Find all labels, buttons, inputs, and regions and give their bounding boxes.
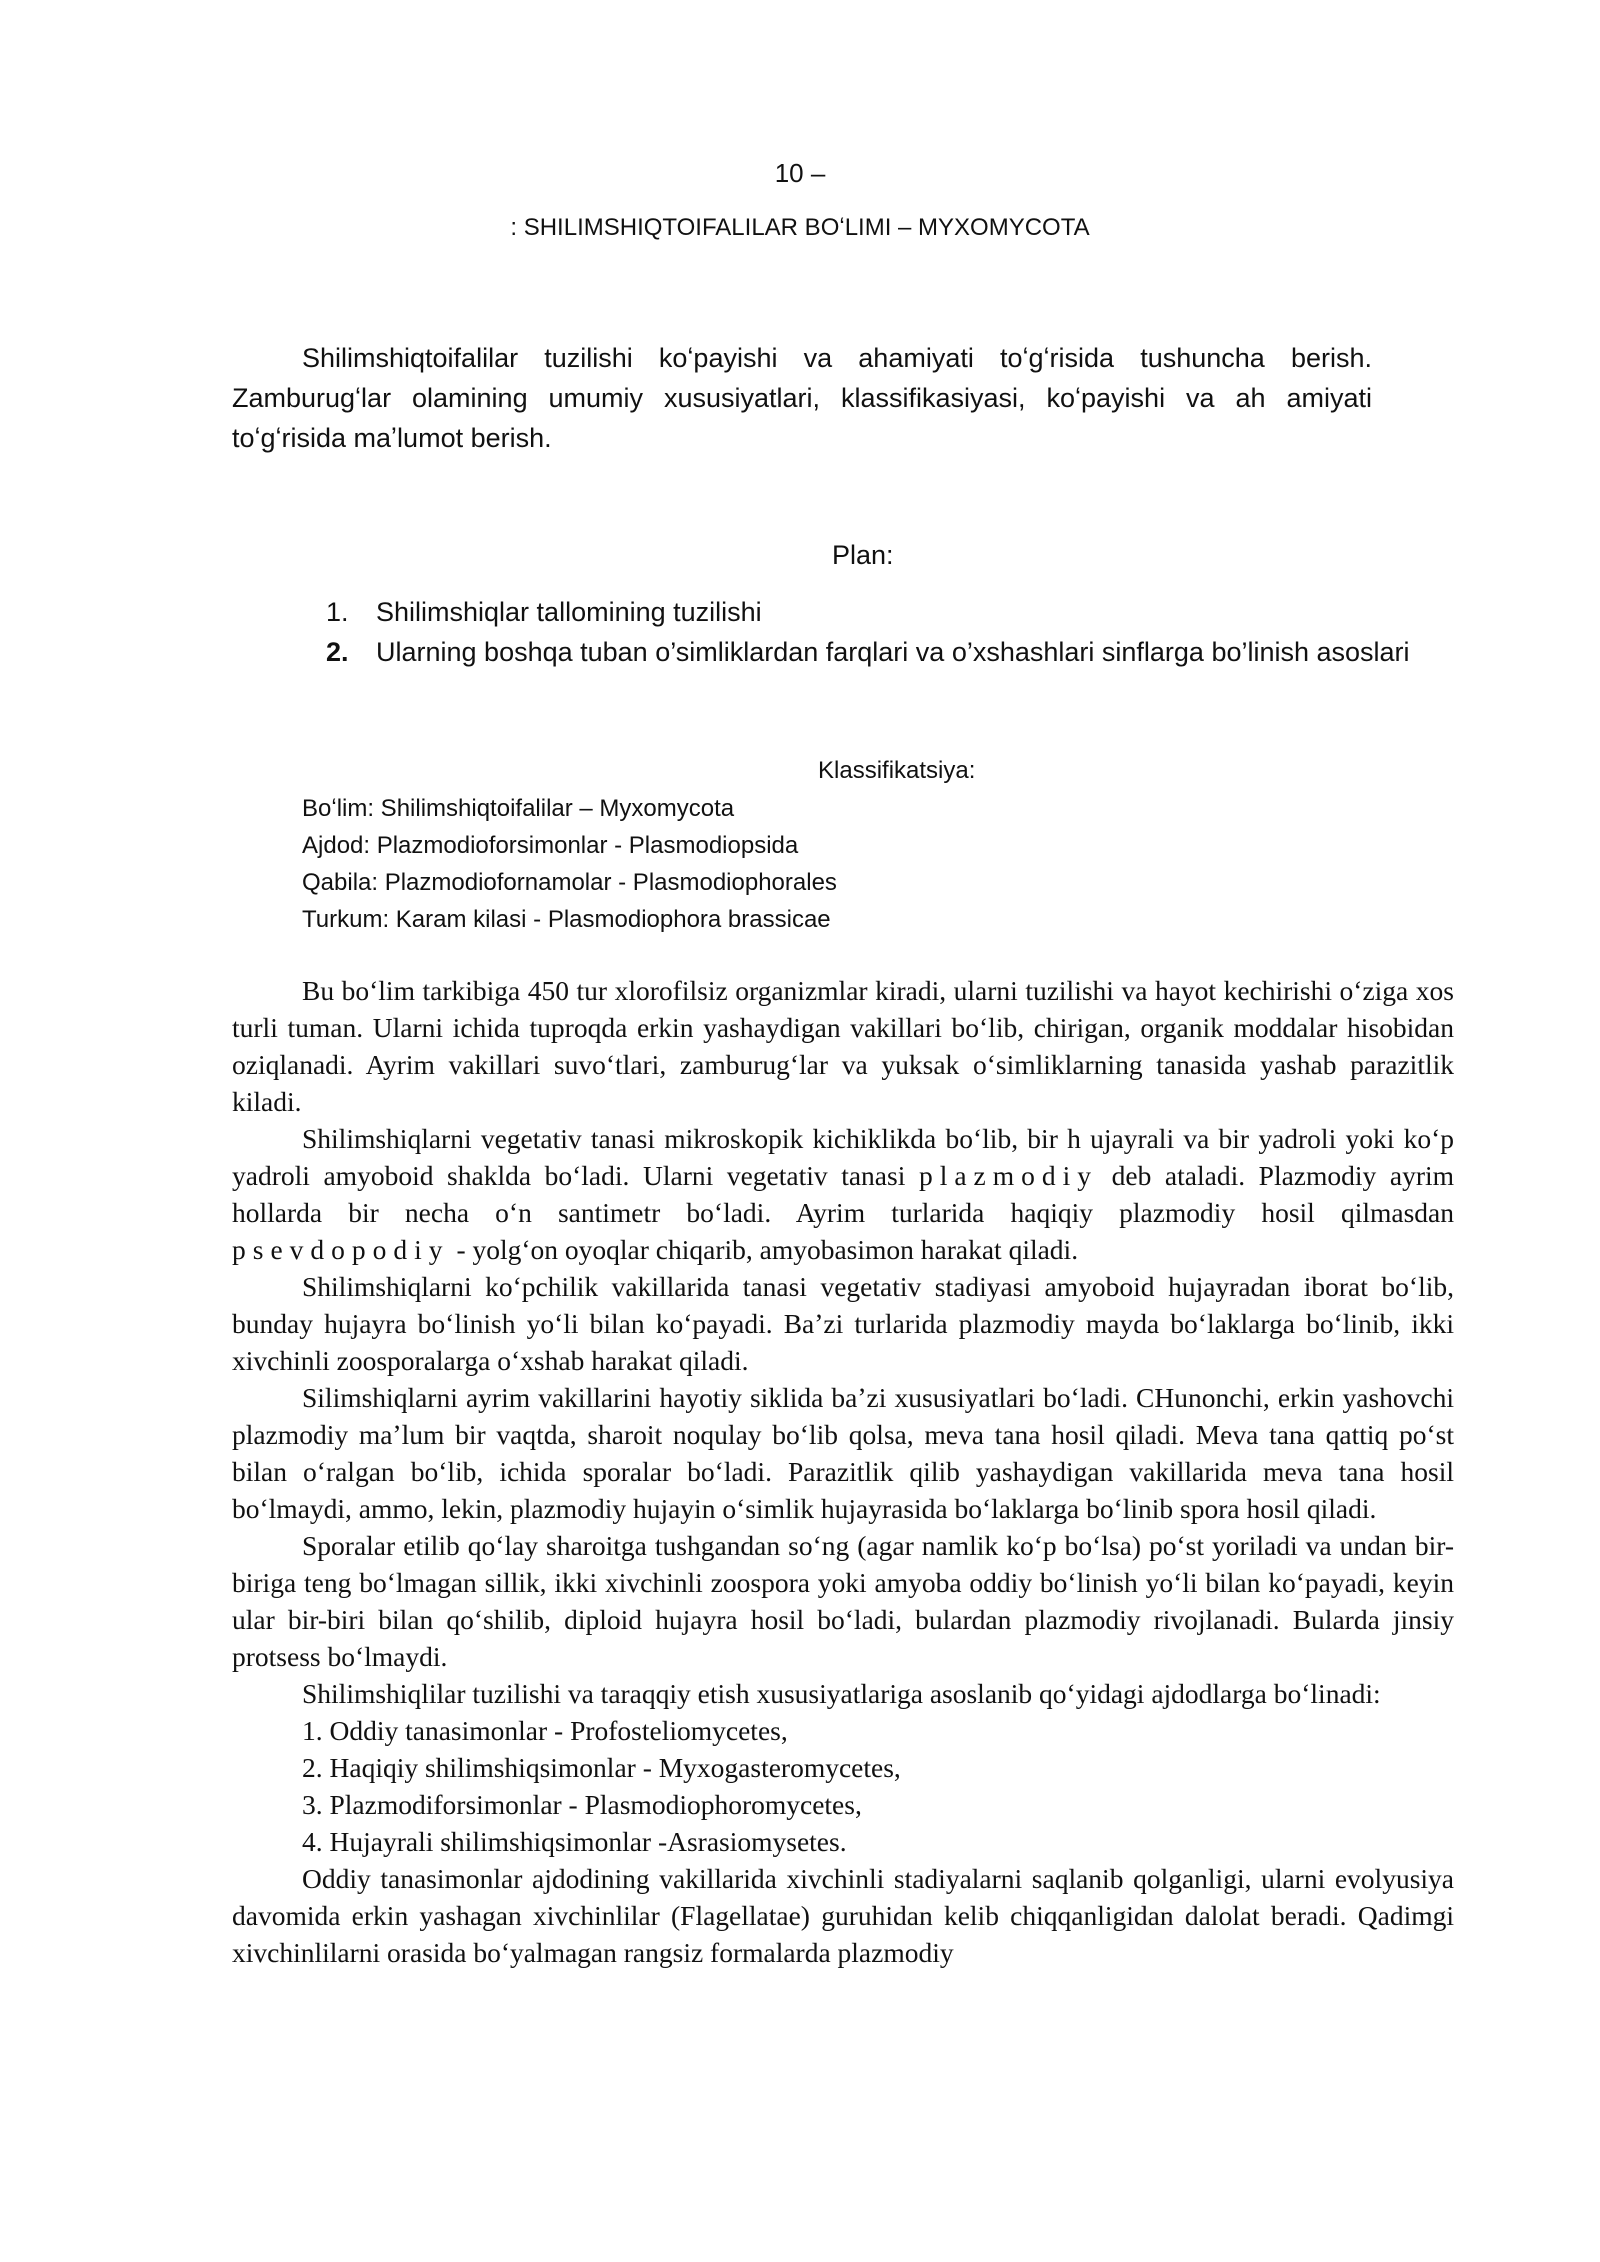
classification-heading: Klassifikatsiya: (818, 757, 976, 784)
group-item: 1. Oddiy tanasimonlar - Profosteliomycetes, (302, 1715, 788, 1746)
group-item: 3. Plazmodiforsimonlar - Plasmodiophoromycetes, (302, 1789, 862, 1820)
paragraph-text: Shilimshiqlarni vegetativ tanasi mikroskopik kichiklikda boʻlib, bir h ujayrali va bir yadroli yoki koʻp yadroli amyoboid shaklda boʻladi. Ularni vegetativ tanasi (232, 1123, 1454, 1191)
body-paragraph (232, 1120, 1454, 1268)
paragraph-text: deb ataladi. Plazmodiy ayrim hollarda bir necha oʻn santimetr boʻladi. Ayrim turlarida haqiqiy plazmodiy hosil qilmasdan (232, 1160, 1455, 1228)
plan-list (300, 592, 1410, 672)
paragraph-text: - yolgʻon oyoqlar chiqarib, amyobasimon harakat qiladi. (456, 1234, 1079, 1265)
classification-order: Qabila: Plazmodiofornamolar - Plasmodiophorales (302, 869, 837, 896)
body-paragraph: Oddiy tanasimonlar ajdodining vakillarida xivchinli stadiyalarni saqlanib qolganligi, ularni evolyusiya davomida erkin yashagan xivchinlilar (Flagellatae) guruhidan kelib chiqqanligidan dalolat beradi. Qadimgi xivchinlilarni orasida boʻyalmagan rangsiz formalarda plazmodiy (232, 1863, 1454, 1968)
classification-division: Boʻlim: Shilimshiqtoifalilar – Myxomycota (302, 795, 735, 822)
plan-item-number: 2. (326, 637, 349, 667)
body-paragraph: Silimshiqlarni ayrim vakillarini hayotiy siklida baʼzi xususiyatlari boʻladi. CHunonchi, erkin yashovchi plazmodiy maʼlum bir vaqtda, sharoit noqulay boʻlib qolsa, meva tana hosil qiladi. Meva tana qattiq poʻst bilan oʻralgan boʻlib, ichida sporalar boʻladi. Parazitlik qilib yashaydigan vakillarida meva tana hosil boʻlmaydi, ammo, lekin, plazmodiy hujayin oʻsimlik hujayrasida boʻlaklarga boʻlinib spora hosil qiladi. (232, 1382, 1454, 1524)
plan-item (300, 592, 1410, 632)
body-paragraph: Shilimshiqlilar tuzilishi va taraqqiy etish xususiyatlariga asoslanib qoʻyidagi ajdodlarga boʻlinadi: (302, 1678, 1381, 1709)
group-item: 4. Hujayrali shilimshiqsimonlar -Asrasiomysetes. (302, 1826, 847, 1857)
plan-item-text: Shilimshiqlar tallomining tuzilishi (376, 597, 762, 627)
classification-genus: Turkum: Karam kilasi - Plasmodiophora brassicae (302, 906, 831, 933)
lesson-aim: Shilimshiqtoifalilar tuzilishi koʻpayishi va ahamiyati toʻgʻrisida tushuncha berish. Zamburugʻlar olamining umumiy xususiyatlari, klassifikasiyasi, koʻpayishi va ah amiyati toʻgʻrisida maʼlumot berish. (232, 343, 1372, 453)
lesson-number: 10 – (774, 158, 826, 188)
classification-class: Ajdod: Plazmodioforsimonlar - Plasmodiopsida (302, 832, 799, 859)
body-text (232, 972, 1454, 1971)
group-item: 2. Haqiqiy shilimshiqsimonlar - Myxogasteromycetes, (302, 1752, 901, 1783)
plan-item-number: 1. (326, 597, 349, 627)
body-paragraph: Sporalar etilib qoʻlay sharoitga tushgandan soʻng (agar namlik koʻp boʻlsa) poʻst yoriladi va undan bir-biriga teng boʻlmagan sillik, ikki xivchinli zoospora yoki amyoba oddiy boʻlinish yoʻli bilan koʻpayadi, keyin ular bir-biri bilan qoʻshilib, diploid hujayra hosil boʻladi, bulardan plazmodiy rivojlanadi. Bularda jinsiy protsess boʻlmaydi. (232, 1530, 1454, 1672)
lesson-title: : SHILIMSHIQTOIFALILAR BOʻLIMI – MYXOMYCOTA (510, 214, 1090, 241)
body-paragraph: Bu boʻlim tarkibiga 450 tur xlorofilsiz organizmlar kiradi, ularni tuzilishi va hayot kechirishi oʻziga xos turli tuman. Ularni ichida tuproqda erkin yashaydigan vakillari boʻlib, chirigan, organik moddalar hisobidan oziqlanadi. Ayrim vakillari suvoʻtlari, zamburugʻlar va yuksak oʻsimliklarning tanasida yashab parazitlik kiladi. (232, 975, 1454, 1117)
plan-item (300, 632, 1410, 672)
term-plazmodiy: plazmodiy (918, 1160, 1099, 1191)
plan-item-text: Ularning boshqa tuban o’simliklardan farqlari va o’xshashlari sinflarga bo’linish asoslari (376, 637, 1410, 667)
body-paragraph: Shilimshiqlarni koʻpchilik vakillarida tanasi vegetativ stadiyasi amyoboid hujayradan iborat boʻlib, bunday hujayra boʻlinish yoʻli bilan koʻpayadi. Baʼzi turlarida plazmodiy mayda boʻlaklarga boʻlinib, ikki xivchinli zoosporalarga oʻxshab harakat qiladi. (232, 1271, 1454, 1376)
classification-list (302, 790, 837, 938)
term-psevdopodiy: psevdopodiy (232, 1234, 450, 1265)
plan-heading: Plan: (832, 540, 894, 570)
